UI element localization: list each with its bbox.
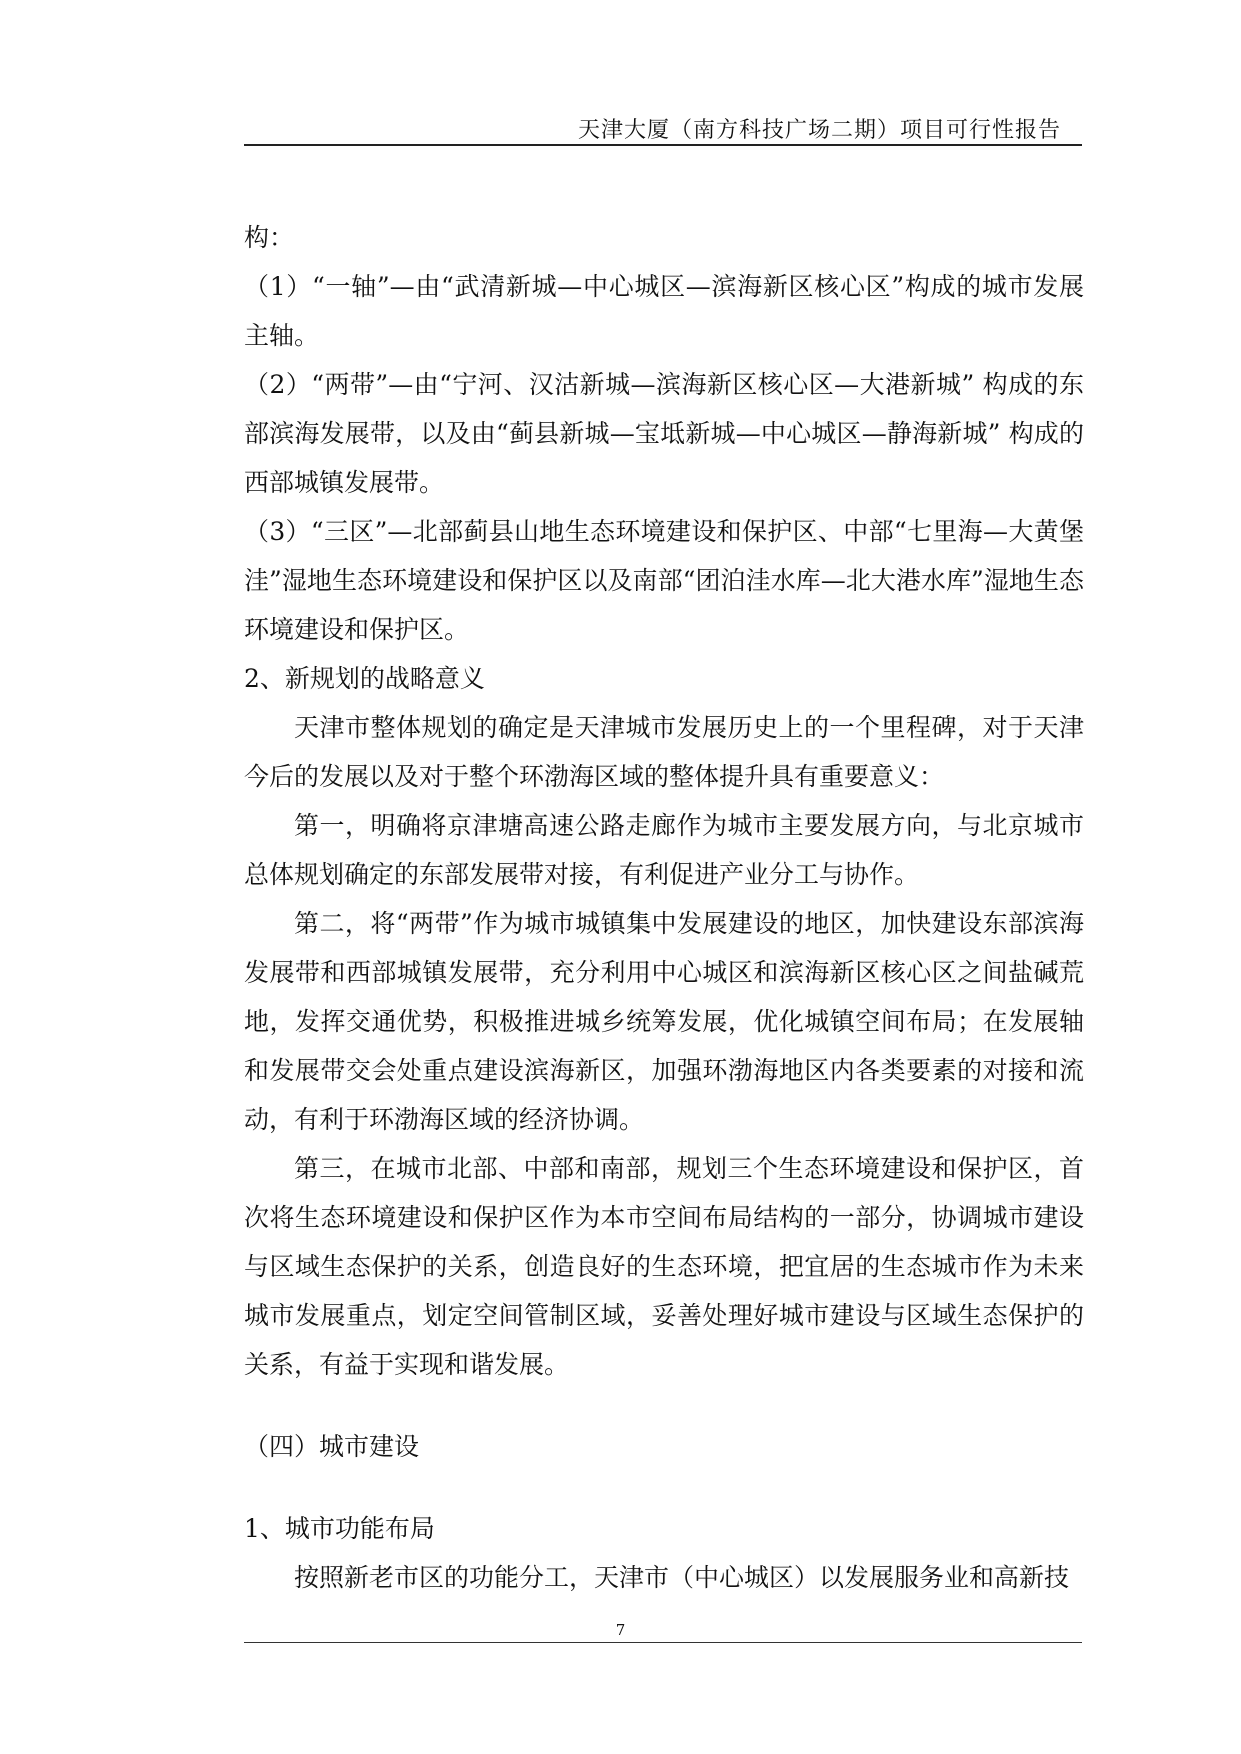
paragraph-structure-continued: 构：	[244, 223, 295, 252]
paragraph-one-axis: （1）“一轴”—由“武清新城—中心城区—滨海新区核心区”构成的城市发展主轴。	[244, 272, 1084, 350]
paragraph-two-belts: （2）“两带”—由“宁河、汉沽新城—滨海新区核心区—大港新城” 构成的东部滨海发展带，以及由“蓟县新城—宝坻新城—中心城区—静海新城” 构成的西部城镇发展带。	[244, 370, 1084, 497]
paragraph-second: 第二，将“两带”作为城市城镇集中发展建设的地区，加快建设东部滨海发展带和西部城镇发展带，充分利用中心城区和滨海新区核心区之间盐碱荒地，发挥交通优势，积极推进城乡统筹发展，优化城镇空间布局；在发展轴和发展带交会处重点建设滨海新区，加强环渤海地区内各类要素的对接和流动，有利于环渤海区域的经济协调。	[244, 909, 1084, 1134]
paragraph-intro-significance: 天津市整体规划的确定是天津城市发展历史上的一个里程碑，对于天津今后的发展以及对于整个环渤海区域的整体提升具有重要意义：	[244, 713, 1084, 791]
paragraph-function-layout: 按照新老市区的功能分工，天津市（中心城区）以发展服务业和高新技	[294, 1563, 1070, 1592]
paragraph-first: 第一，明确将京津塘高速公路走廊作为城市主要发展方向，与北京城市总体规划确定的东部发展带对接，有利促进产业分工与协作。	[244, 811, 1084, 889]
heading-function-layout: 1、城市功能布局	[244, 1514, 435, 1543]
paragraph-third: 第三，在城市北部、中部和南部，规划三个生态环境建设和保护区，首次将生态环境建设和保护区作为本市空间布局结构的一部分，协调城市建设与区域生态保护的关系，创造良好的生态环境，把宜居的生态城市作为未来城市发展重点，划定空间管制区域，妥善处理好城市建设与区域生态保护的关系，有益于实现和谐发展。	[244, 1154, 1084, 1379]
document-body	[244, 213, 1084, 1602]
heading-urban-construction: （四）城市建设	[244, 1432, 420, 1461]
header-rule	[244, 144, 1082, 146]
heading-strategic-significance: 2、新规划的战略意义	[244, 664, 485, 693]
paragraph-three-zones: （3）“三区”—北部蓟县山地生态环境建设和保护区、中部“七里海—大黄堡洼”湿地生态环境建设和保护区以及南部“团泊洼水库—北大港水库”湿地生态环境建设和保护区。	[244, 517, 1084, 644]
footer-rule	[244, 1642, 1082, 1643]
header-title: 天津大厦（南方科技广场二期）项目可行性报告	[577, 118, 1061, 143]
page-number: 7	[615, 1621, 626, 1639]
